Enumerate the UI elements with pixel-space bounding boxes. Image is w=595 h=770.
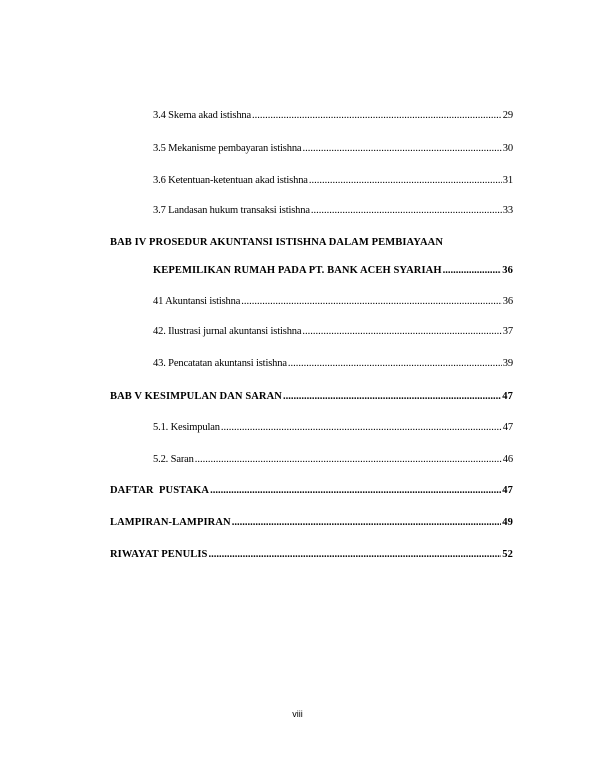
toc-entry-5-2	[153, 453, 513, 467]
dot-leader	[252, 109, 502, 123]
toc-chapter-4-continuation	[153, 264, 513, 278]
toc-entry-page: 47	[502, 391, 513, 402]
toc-entry-title: LAMPIRAN-LAMPIRAN	[110, 517, 231, 528]
dot-leader	[311, 204, 502, 218]
toc-entry-page: 37	[502, 326, 513, 337]
toc-entry-title: BAB V KESIMPULAN DAN SARAN	[110, 391, 282, 402]
toc-entry-page: 46	[502, 454, 513, 465]
toc-lampiran	[110, 516, 513, 530]
dot-leader	[302, 142, 501, 156]
toc-entry-page: 49	[502, 517, 513, 528]
toc-entry-3-5	[153, 142, 513, 156]
dot-leader	[302, 325, 501, 339]
toc-entry-4-3	[153, 357, 513, 371]
dot-leader	[241, 295, 502, 309]
toc-entry-title: 5.2. Saran	[153, 454, 194, 465]
toc-riwayat-penulis	[110, 548, 513, 562]
toc-entry-title: 43. Pencatatan akuntansi istishna	[153, 358, 287, 369]
toc-entry-page: 29	[502, 110, 513, 121]
toc-entry-page: 31	[502, 175, 513, 186]
toc-entry-title: DAFTAR PUSTAKA	[110, 485, 210, 496]
toc-entry-title: KEPEMILIKAN RUMAH PADA PT. BANK ACEH SYARIAH	[153, 265, 442, 276]
toc-chapter-4-heading: BAB IV PROSEDUR AKUNTANSI ISTISHNA DALAM PEMBIAYAAN	[110, 237, 443, 248]
toc-entry-page: 47	[502, 485, 513, 496]
toc-entry-page: 36	[502, 296, 513, 307]
toc-entry-title: 3.6 Ketentuan-ketentuan akad istishna	[153, 175, 308, 186]
dot-leader	[443, 264, 502, 278]
dot-leader	[283, 390, 501, 404]
toc-entry-page: 52	[502, 549, 513, 560]
dot-leader	[210, 484, 501, 498]
toc-entry-3-6	[153, 174, 513, 188]
dot-leader	[288, 357, 502, 371]
dot-leader	[232, 516, 502, 530]
toc-entry-page: 33	[502, 205, 513, 216]
toc-entry-page: 39	[502, 358, 513, 369]
toc-entry-page: 47	[502, 422, 513, 433]
toc-entry-title: 3.7 Landasan hukum transaksi istishna	[153, 205, 310, 216]
toc-entry-page: 36	[502, 265, 513, 276]
toc-chapter-5	[110, 390, 513, 404]
page-number: viii	[292, 709, 303, 719]
dot-leader	[209, 548, 502, 562]
toc-entry-title: 3.5 Mekanisme pembayaran istishna	[153, 143, 302, 154]
toc-entry-title: 5.1. Kesimpulan	[153, 422, 220, 433]
dot-leader	[221, 421, 502, 435]
dot-leader	[309, 174, 502, 188]
toc-entry-4-2	[153, 325, 513, 339]
toc-entry-4-1	[153, 295, 513, 309]
toc-entry-title: RIWAYAT PENULIS	[110, 549, 208, 560]
toc-entry-title: 3.4 Skema akad istishna	[153, 110, 252, 121]
toc-entry-3-7	[153, 204, 513, 218]
toc-daftar-pustaka	[110, 484, 513, 498]
toc-entry-page: 30	[502, 143, 513, 154]
toc-entry-title: 41 Akuntansi istishna	[153, 296, 241, 307]
toc-entry-5-1	[153, 421, 513, 435]
dot-leader	[195, 453, 502, 467]
toc-entry-3-4	[153, 109, 513, 123]
toc-entry-title: 42. Ilustrasi jurnal akuntansi istishna	[153, 326, 302, 337]
